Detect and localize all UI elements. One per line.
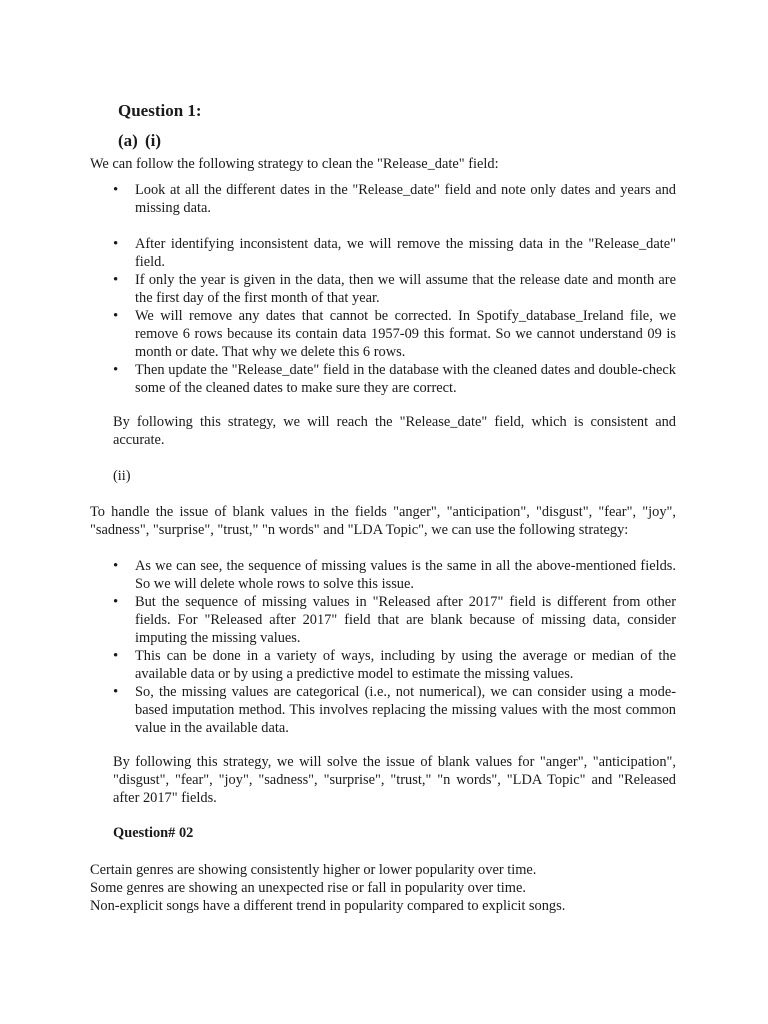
finding-line: Non-explicit songs have a different trend in popularity compared to explicit songs. bbox=[90, 898, 566, 914]
question-1-title: Question 1: bbox=[118, 101, 202, 120]
blank-values-strategy-list bbox=[113, 557, 676, 737]
list-item: • This can be done in a variety of ways, including by using the average or median of the available data or by using a predictive model to estimate the missing values. bbox=[113, 647, 676, 683]
finding-line: Some genres are showing an unexpected rise or fall in popularity over time. bbox=[90, 880, 526, 896]
release-date-intro: We can follow the following strategy to clean the "Release_date" field: bbox=[90, 156, 499, 172]
list-item: • Then update the "Release_date" field in the database with the cleaned dates and double-check some of the cleaned dates to make sure they are correct. bbox=[113, 361, 676, 397]
blank-values-conclusion: By following this strategy, we will solve the issue of blank values for "anger", "anticipation", "disgust", "fear", "joy", "sadness", "surprise", "trust," "n words", "LDA Topic" and "Released after 2017" fields. bbox=[113, 754, 676, 806]
blank-values-intro: To handle the issue of blank values in the fields "anger", "anticipation", "disgust", "fear", "joy", "sadness", "surprise", "trust," "n words" and "LDA Topic", we can use the following strategy: bbox=[90, 504, 676, 538]
subpart-a-label: (a) bbox=[118, 131, 138, 150]
question-2-findings bbox=[90, 861, 710, 915]
list-item: • But the sequence of missing values in "Released after 2017" field is different from other fields. For "Released after 2017" field that are blank because of missing data, consider imputing the missing values. bbox=[113, 593, 676, 647]
question-2-title: Question# 02 bbox=[113, 825, 194, 841]
list-item: • So, the missing values are categorical (i.e., not numerical), we can consider using a mode-based imputation method. This involves replacing the missing values with the most common value in the available data. bbox=[113, 683, 676, 737]
list-item: • After identifying inconsistent data, we will remove the missing data in the "Release_date" field. bbox=[113, 235, 676, 271]
list-item: • Look at all the different dates in the "Release_date" field and note only dates and years and missing data. bbox=[113, 181, 676, 217]
list-item: • As we can see, the sequence of missing values is the same in all the above-mentioned fields. So we will delete whole rows to solve this issue. bbox=[113, 557, 676, 593]
finding-line: Certain genres are showing consistently higher or lower popularity over time. bbox=[90, 862, 537, 878]
release-date-conclusion: By following this strategy, we will reach the "Release_date" field, which is consistent and accurate. bbox=[113, 414, 676, 448]
list-item: • We will remove any dates that cannot be corrected. In Spotify_database_Ireland file, we remove 6 rows because its contain data 1957-09 this format. So we cannot understand 09 is month or date. That why we delete this 6 rows. bbox=[113, 307, 676, 361]
list-item: • If only the year is given in the data, then we will assume that the release date and month are the first day of the first month of that year. bbox=[113, 271, 676, 307]
release-date-strategy-list bbox=[113, 181, 676, 397]
subpart-ii-label: (ii) bbox=[113, 468, 131, 484]
subpart-i-label: (i) bbox=[145, 131, 162, 150]
